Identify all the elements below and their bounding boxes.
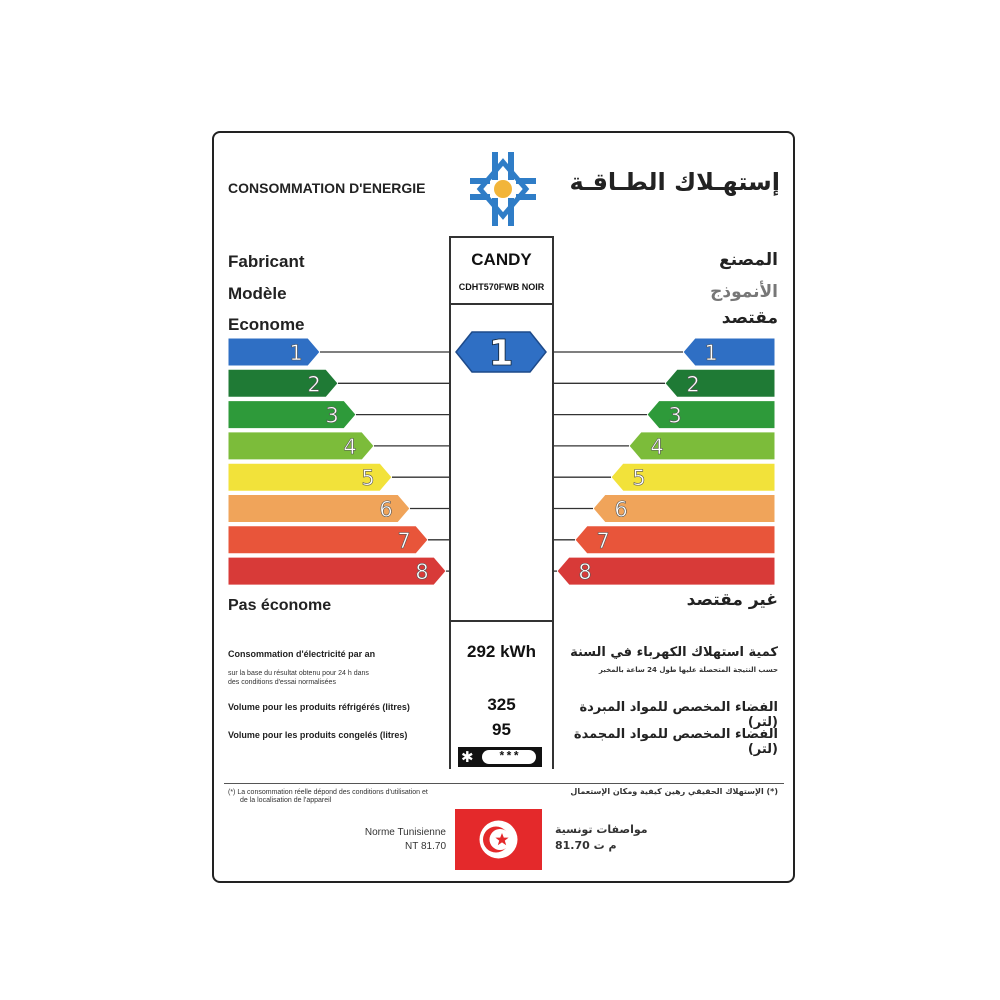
class-label-left: 4 [343, 434, 357, 459]
title-fr: CONSOMMATION D'ENERGIE [228, 180, 426, 196]
class-label-right: 1 [704, 341, 718, 365]
scale-top-ar: مقتصد [721, 308, 778, 328]
norm-fr-2: NT 81.70 [405, 841, 446, 852]
class-label-left: 6 [379, 497, 393, 522]
norm-ar-1: مواصفات تونسية [555, 823, 648, 836]
class-arrow-left [228, 369, 338, 397]
footnote-divider [224, 783, 784, 784]
class-arrow-right [647, 401, 775, 429]
title-ar: إستهـلاك الطـاقـة [569, 168, 780, 196]
consumption-note-fr-1: sur la base du résultat obtenu pour 24 h dans [228, 670, 369, 677]
class-label-left: 5 [361, 466, 375, 491]
model-label-ar: الأنموذج [710, 282, 778, 302]
norm-ar [555, 822, 685, 854]
freezer-volume-value: 95 [492, 720, 511, 739]
fridge-volume-value: 325 [487, 695, 516, 714]
class-label-left: 8 [415, 560, 429, 585]
consumption-note-ar: حسب النتيجة المتحصلة عليها طول 24 ساعة بالمخبر [598, 666, 778, 674]
norm-fr-1: Norme Tunisienne [364, 827, 446, 838]
class-arrow-right [683, 338, 775, 366]
star-rating: *** [482, 750, 536, 764]
star-rating-box [458, 747, 542, 767]
class-arrow-left [228, 557, 446, 585]
class-arrow-right [665, 369, 775, 397]
scale-bottom-fr: Pas économe [228, 597, 332, 614]
tunisia-flag-icon [455, 809, 542, 870]
manufacturer-value: CANDY [471, 250, 532, 269]
selected-class-label: 1 [488, 333, 514, 374]
class-label-right: 3 [668, 403, 682, 428]
manufacturer-label-fr: Fabricant [228, 252, 305, 271]
fridge-volume-label-ar: الفضاء المخصص للمواد المبردة (لتر) [579, 700, 778, 730]
scale-bottom-ar: غير مقتصد [686, 590, 778, 610]
freezer-volume-label-ar: الفضاء المخصص للمواد المجمدة (لتر) [573, 727, 778, 757]
class-label-left: 3 [325, 403, 339, 428]
class-label-left: 2 [307, 372, 321, 397]
norm-ar-2: م ت 81.70 [555, 839, 617, 852]
class-label-left: 1 [289, 341, 303, 365]
consumption-note-fr-2: des conditions d'essai normalisées [228, 679, 336, 686]
class-label-right: 5 [632, 466, 646, 491]
model-label-fr: Modèle [228, 284, 287, 303]
freezer-volume-label-fr: Volume pour les produits congelés (litres) [228, 730, 408, 740]
consumption-value: 292 kWh [467, 642, 536, 661]
footnote-ar: (*) الإستهلاك الحقيقي رهين كيفية ومكان الإستعمال [570, 787, 778, 796]
class-arrow-left [228, 338, 320, 366]
class-label-right: 7 [596, 528, 610, 553]
model-value: CDHT570FWB NOIR [458, 282, 545, 292]
consumption-label-ar: كمية استهلاك الكهرباء في السنة [570, 645, 778, 660]
class-label-right: 6 [614, 497, 628, 522]
class-label-left: 7 [397, 528, 411, 553]
consumption-label-fr: Consommation d'électricité par an [228, 649, 376, 659]
manufacturer-label-ar: المصنع [719, 250, 778, 270]
class-label-right: 4 [650, 434, 664, 459]
scale-top-fr: Econome [228, 315, 305, 334]
class-label-right: 2 [686, 372, 700, 397]
fridge-volume-label-fr: Volume pour les produits réfrigérés (litres) [228, 702, 410, 712]
footnote-fr-2: de la localisation de l'appareil [240, 797, 332, 804]
class-label-right: 8 [578, 560, 592, 585]
norm-fr [330, 826, 446, 854]
snowflake-icon: ✱ [461, 748, 474, 766]
footnote-fr-1: (*) La consommation réelle dépond des conditions d'utilisation et [228, 789, 428, 796]
